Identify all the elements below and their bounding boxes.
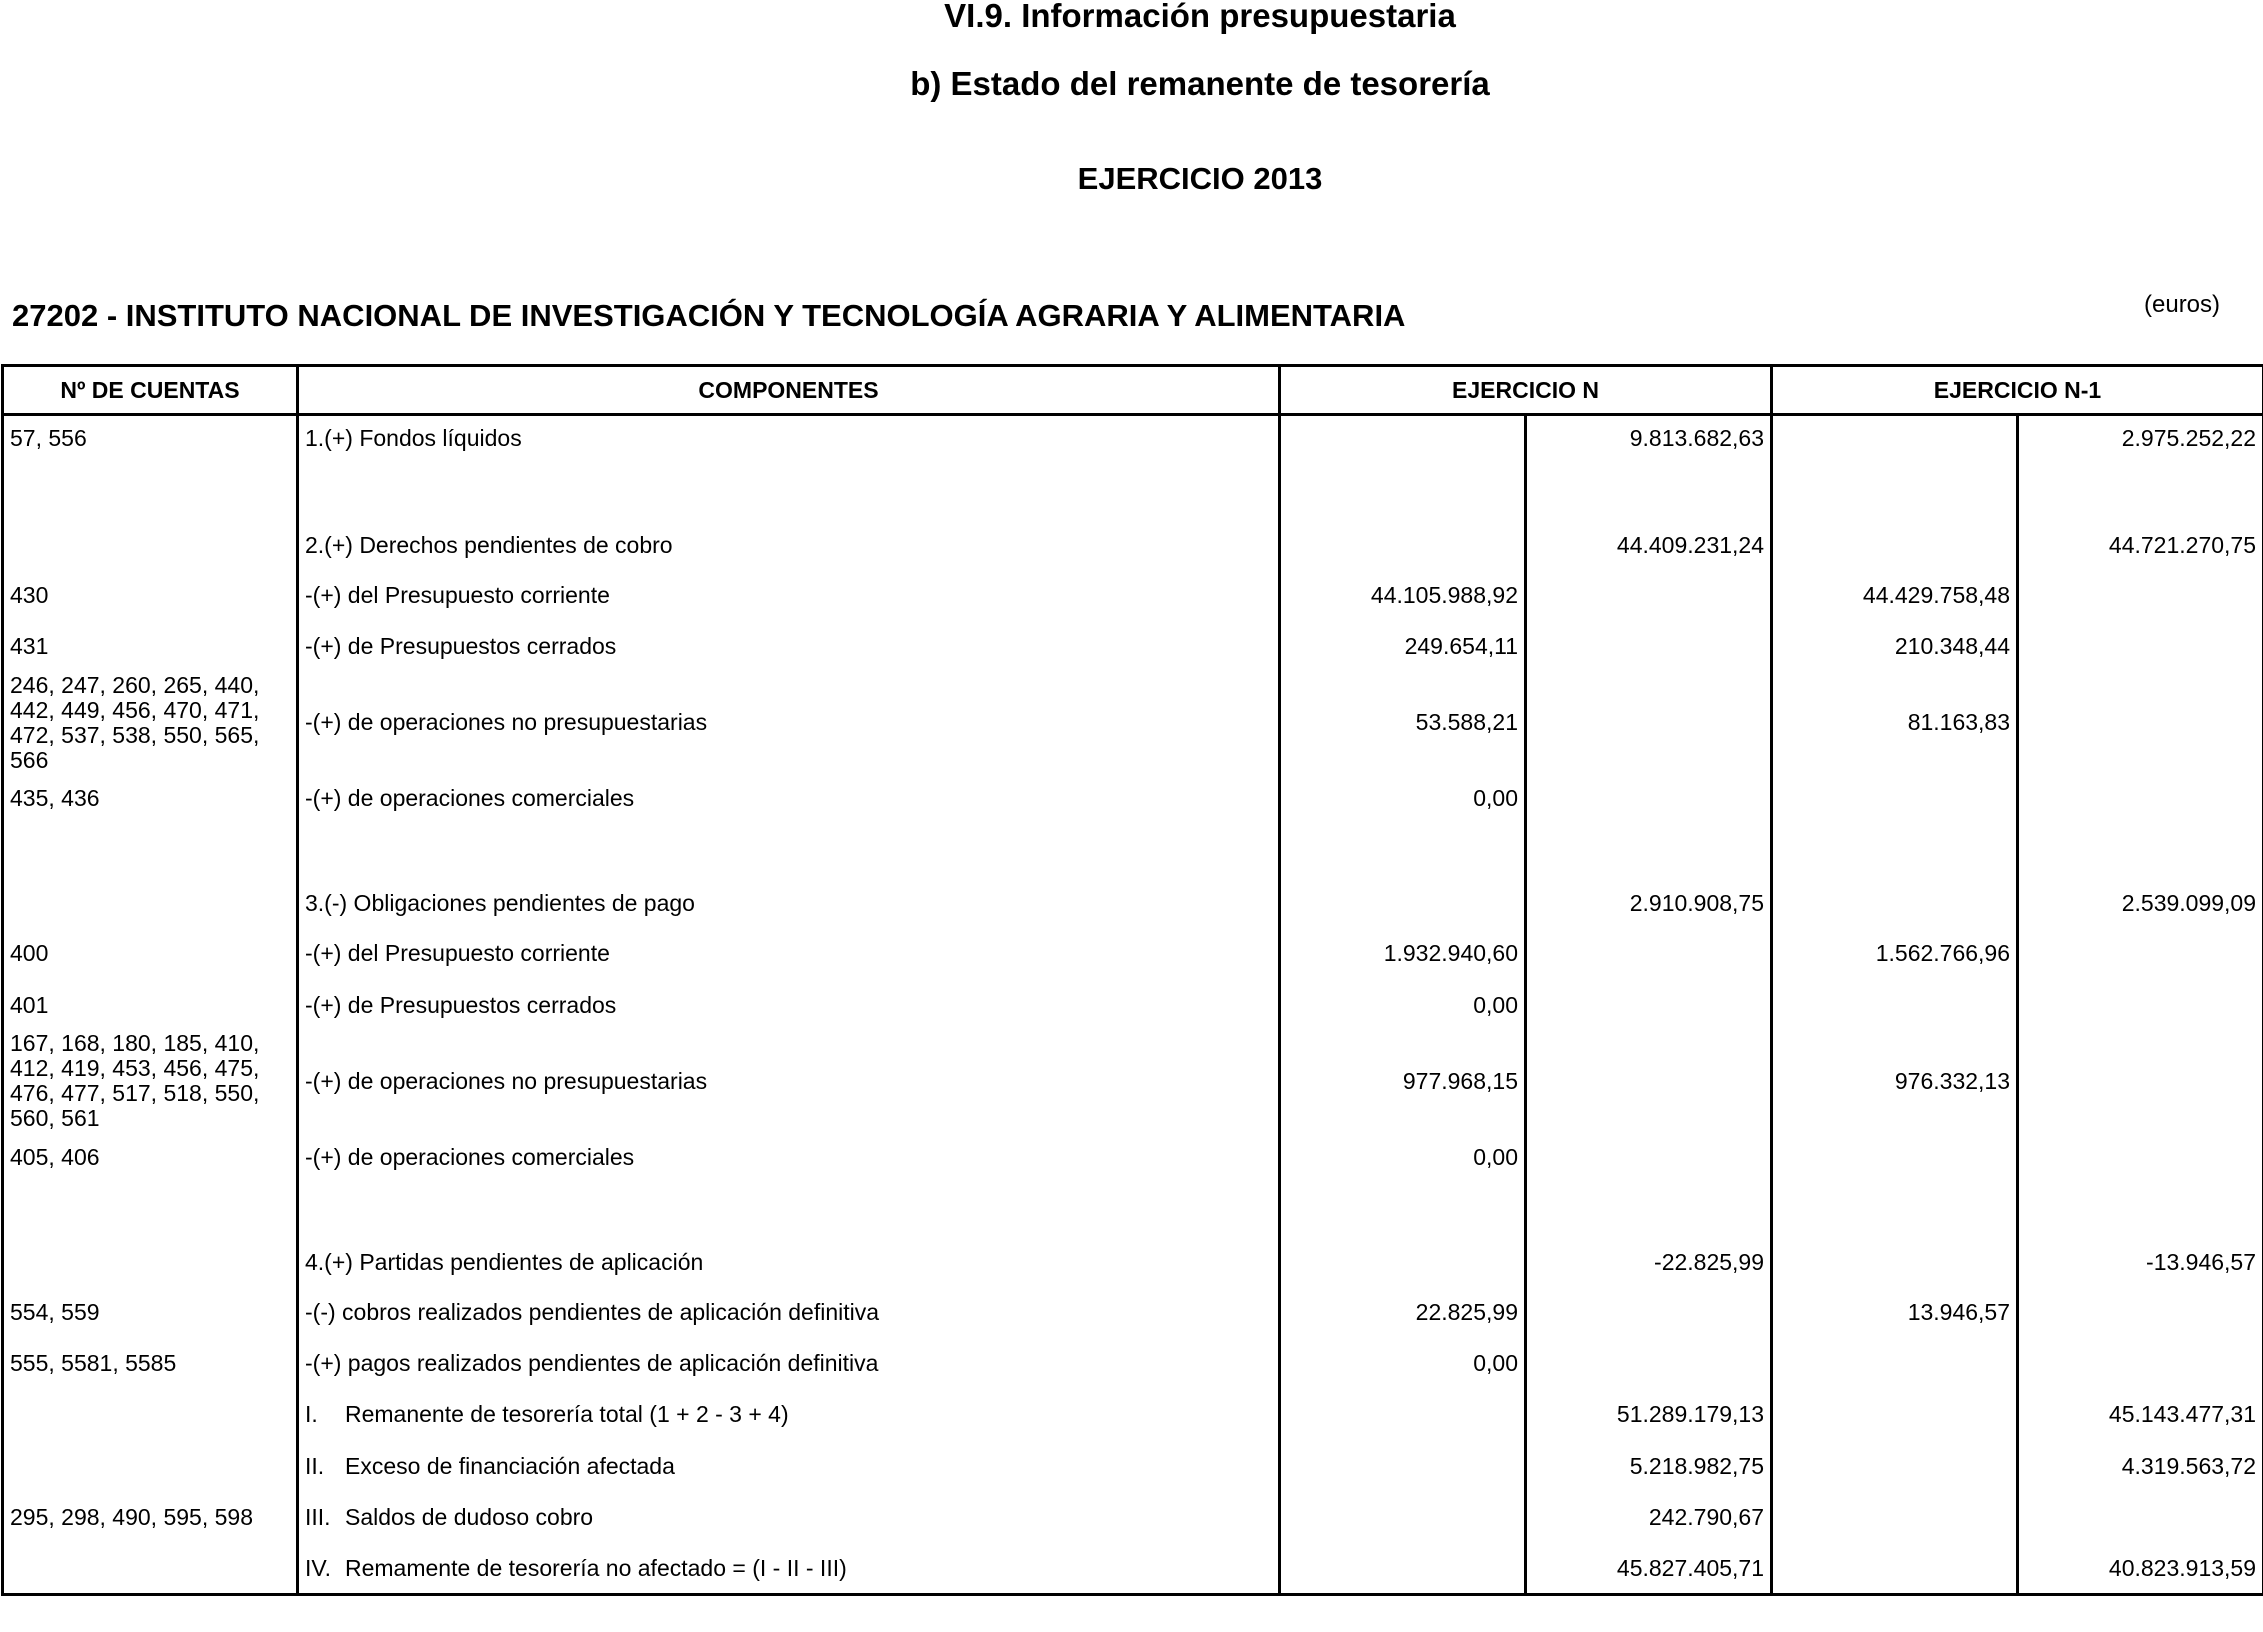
component-label-cell: -(+) pagos realizados pendientes de aplicación definitiva bbox=[298, 1338, 1280, 1389]
year-n1-partial-cell bbox=[1772, 825, 2018, 928]
account-codes-cell: 405, 406 bbox=[3, 1132, 298, 1183]
account-codes-cell: 57, 556 bbox=[3, 415, 298, 466]
year-n-total-cell: 9.813.682,63 bbox=[1526, 415, 1772, 466]
component-label-cell bbox=[298, 1389, 1280, 1441]
component-label-cell: -(+) de operaciones no presupuestarias bbox=[298, 1031, 1280, 1132]
year-n1-partial-cell bbox=[1772, 415, 2018, 466]
account-codes-cell bbox=[3, 1183, 298, 1287]
year-n-total-cell: 44.409.231,24 bbox=[1526, 466, 1772, 570]
year-n-partial-cell bbox=[1280, 825, 1526, 928]
account-codes-cell: 435, 436 bbox=[3, 773, 298, 825]
year-n1-partial-cell bbox=[1772, 1544, 2018, 1595]
year-n-total-cell bbox=[1526, 1132, 1772, 1183]
year-n-total-cell: 5.218.982,75 bbox=[1526, 1441, 1772, 1492]
year-n1-partial-cell: 1.562.766,96 bbox=[1772, 928, 2018, 980]
component-label: Remanente de tesorería total (1 + 2 - 3 + 4) bbox=[345, 1401, 789, 1427]
entity-name: 27202 - INSTITUTO NACIONAL DE INVESTIGACIÓN Y TECNOLOGÍA AGRARIA Y ALIMENTARIA bbox=[12, 298, 1406, 333]
column-header-year-n1: EJERCICIO N-1 bbox=[1772, 366, 2263, 415]
roman-numeral: IV. bbox=[305, 1554, 332, 1581]
year-n-total-cell bbox=[1526, 1031, 1772, 1132]
table-row bbox=[3, 825, 2263, 928]
account-codes-cell: 431 bbox=[3, 621, 298, 673]
account-codes-cell: 246, 247, 260, 265, 440, 442, 449, 456, 470, 471, 472, 537, 538, 550, 565, 566 bbox=[3, 673, 298, 773]
table-row bbox=[3, 1287, 2263, 1338]
table-row bbox=[3, 928, 2263, 980]
account-codes-cell: 430 bbox=[3, 570, 298, 621]
year-n1-total-cell bbox=[2018, 1132, 2263, 1183]
table-row bbox=[3, 570, 2263, 621]
year-n1-partial-cell: 976.332,13 bbox=[1772, 1031, 2018, 1132]
year-n1-partial-cell bbox=[1772, 1338, 2018, 1389]
year-n-total-cell bbox=[1526, 673, 1772, 773]
year-n1-partial-cell: 44.429.758,48 bbox=[1772, 570, 2018, 621]
year-n1-total-cell bbox=[2018, 621, 2263, 673]
page-title: VI.9. Información presupuestaria bbox=[944, 0, 1456, 34]
year-n1-total-cell: 2.975.252,22 bbox=[2018, 415, 2263, 466]
year-n1-partial-cell bbox=[1772, 980, 2018, 1031]
component-label-cell bbox=[298, 1492, 1280, 1544]
component-label-cell: -(+) del Presupuesto corriente bbox=[298, 570, 1280, 621]
table-row bbox=[3, 773, 2263, 825]
account-codes-cell: 401 bbox=[3, 980, 298, 1031]
table-row bbox=[3, 980, 2263, 1031]
year-n-partial-cell bbox=[1280, 1544, 1526, 1595]
year-n1-total-cell bbox=[2018, 773, 2263, 825]
year-n-partial-cell bbox=[1280, 1441, 1526, 1492]
table-row bbox=[3, 415, 2263, 466]
table-row bbox=[3, 1544, 2263, 1595]
year-n-partial-cell: 0,00 bbox=[1280, 1132, 1526, 1183]
year-n-partial-cell bbox=[1280, 1183, 1526, 1287]
component-label-cell: 4.(+) Partidas pendientes de aplicación bbox=[298, 1183, 1280, 1287]
year-n1-partial-cell bbox=[1772, 1492, 2018, 1544]
year-n-total-cell: 51.289.179,13 bbox=[1526, 1389, 1772, 1441]
year-n1-partial-cell bbox=[1772, 1183, 2018, 1287]
year-n-partial-cell: 977.968,15 bbox=[1280, 1031, 1526, 1132]
component-label: Remamente de tesorería no afectado = (I - II - III) bbox=[345, 1554, 847, 1581]
year-n1-total-cell bbox=[2018, 1031, 2263, 1132]
units-label: (euros) bbox=[2144, 291, 2221, 318]
component-label-cell: -(+) de operaciones comerciales bbox=[298, 773, 1280, 825]
year-n1-partial-cell: 81.163,83 bbox=[1772, 673, 2018, 773]
year-n1-total-cell bbox=[2018, 570, 2263, 621]
year-n1-total-cell bbox=[2018, 1287, 2263, 1338]
year-n-partial-cell: 0,00 bbox=[1280, 773, 1526, 825]
account-codes-cell bbox=[3, 825, 298, 928]
roman-numeral: III. bbox=[305, 1504, 331, 1530]
year-n-partial-cell: 249.654,11 bbox=[1280, 621, 1526, 673]
component-label-cell: -(+) de Presupuestos cerrados bbox=[298, 621, 1280, 673]
component-label-cell: -(-) cobros realizados pendientes de aplicación definitiva bbox=[298, 1287, 1280, 1338]
account-codes-cell bbox=[3, 1441, 298, 1492]
year-n-partial-cell: 1.932.940,60 bbox=[1280, 928, 1526, 980]
year-n1-total-cell bbox=[2018, 928, 2263, 980]
column-header-year-n: EJERCICIO N bbox=[1280, 366, 1772, 415]
year-n1-total-cell bbox=[2018, 1338, 2263, 1389]
year-n1-partial-cell bbox=[1772, 1441, 2018, 1492]
table-row bbox=[3, 1389, 2263, 1441]
table-row bbox=[3, 1031, 2263, 1132]
column-header-accounts: Nº DE CUENTAS bbox=[3, 366, 298, 415]
component-label-cell bbox=[298, 1544, 1280, 1595]
year-n1-total-cell: 45.143.477,31 bbox=[2018, 1389, 2263, 1441]
year-n1-total-cell bbox=[2018, 1492, 2263, 1544]
year-n-partial-cell: 44.105.988,92 bbox=[1280, 570, 1526, 621]
year-n-total-cell bbox=[1526, 1287, 1772, 1338]
table-row bbox=[3, 466, 2263, 570]
year-n-total-cell: -22.825,99 bbox=[1526, 1183, 1772, 1287]
table-row bbox=[3, 1492, 2263, 1544]
year-n-total-cell: 2.910.908,75 bbox=[1526, 825, 1772, 928]
year-n-total-cell: 242.790,67 bbox=[1526, 1492, 1772, 1544]
component-label-cell: 1.(+) Fondos líquidos bbox=[298, 415, 1280, 466]
year-n1-total-cell bbox=[2018, 673, 2263, 773]
year-n-partial-cell bbox=[1280, 466, 1526, 570]
account-codes-cell bbox=[3, 1389, 298, 1441]
year-n-total-cell bbox=[1526, 621, 1772, 673]
component-label: Saldos de dudoso cobro bbox=[345, 1504, 594, 1530]
account-codes-cell: 295, 298, 490, 595, 598 bbox=[3, 1492, 298, 1544]
year-n1-partial-cell bbox=[1772, 1132, 2018, 1183]
account-codes-cell: 167, 168, 180, 185, 410, 412, 419, 453, 456, 475, 476, 477, 517, 518, 550, 560, 561 bbox=[3, 1031, 298, 1132]
table-row bbox=[3, 621, 2263, 673]
roman-numeral: II. bbox=[305, 1452, 325, 1479]
year-n1-total-cell: 44.721.270,75 bbox=[2018, 466, 2263, 570]
year-n1-partial-cell bbox=[1772, 773, 2018, 825]
year-n-partial-cell bbox=[1280, 1389, 1526, 1441]
year-n-total-cell bbox=[1526, 928, 1772, 980]
table-row bbox=[3, 1338, 2263, 1389]
year-n1-partial-cell bbox=[1772, 1389, 2018, 1441]
fiscal-year: EJERCICIO 2013 bbox=[1077, 161, 1323, 196]
roman-numeral: I. bbox=[305, 1401, 318, 1427]
component-label-cell: -(+) del Presupuesto corriente bbox=[298, 928, 1280, 980]
component-label: Exceso de financiación afectada bbox=[345, 1452, 675, 1479]
page-subtitle: b) Estado del remanente de tesorería bbox=[910, 65, 1490, 102]
year-n1-total-cell: 40.823.913,59 bbox=[2018, 1544, 2263, 1595]
account-codes-cell bbox=[3, 466, 298, 570]
year-n-partial-cell: 22.825,99 bbox=[1280, 1287, 1526, 1338]
year-n-partial-cell: 53.588,21 bbox=[1280, 673, 1526, 773]
table-header-row bbox=[3, 366, 2263, 415]
year-n1-total-cell: 2.539.099,09 bbox=[2018, 825, 2263, 928]
component-label-cell: 3.(-) Obligaciones pendientes de pago bbox=[298, 825, 1280, 928]
year-n1-partial-cell: 210.348,44 bbox=[1772, 621, 2018, 673]
component-label-cell: -(+) de operaciones comerciales bbox=[298, 1132, 1280, 1183]
year-n-total-cell bbox=[1526, 980, 1772, 1031]
component-label-cell: -(+) de operaciones no presupuestarias bbox=[298, 673, 1280, 773]
year-n-partial-cell: 0,00 bbox=[1280, 980, 1526, 1031]
year-n-total-cell bbox=[1526, 1338, 1772, 1389]
year-n-total-cell: 45.827.405,71 bbox=[1526, 1544, 1772, 1595]
year-n1-total-cell: -13.946,57 bbox=[2018, 1183, 2263, 1287]
table-row bbox=[3, 1132, 2263, 1183]
treasury-remainder-table bbox=[1, 364, 2263, 1596]
year-n-partial-cell: 0,00 bbox=[1280, 1338, 1526, 1389]
year-n-total-cell bbox=[1526, 773, 1772, 825]
table-row bbox=[3, 1183, 2263, 1287]
year-n1-total-cell bbox=[2018, 980, 2263, 1031]
table-row bbox=[3, 1441, 2263, 1492]
year-n1-partial-cell: 13.946,57 bbox=[1772, 1287, 2018, 1338]
column-header-components: COMPONENTES bbox=[298, 366, 1280, 415]
year-n1-total-cell: 4.319.563,72 bbox=[2018, 1441, 2263, 1492]
year-n1-partial-cell bbox=[1772, 466, 2018, 570]
year-n-total-cell bbox=[1526, 570, 1772, 621]
account-codes-cell bbox=[3, 1544, 298, 1595]
component-label-cell: 2.(+) Derechos pendientes de cobro bbox=[298, 466, 1280, 570]
account-codes-cell: 555, 5581, 5585 bbox=[3, 1338, 298, 1389]
year-n-partial-cell bbox=[1280, 415, 1526, 466]
year-n-partial-cell bbox=[1280, 1492, 1526, 1544]
component-label-cell: -(+) de Presupuestos cerrados bbox=[298, 980, 1280, 1031]
table-row bbox=[3, 673, 2263, 773]
account-codes-cell: 400 bbox=[3, 928, 298, 980]
component-label-cell bbox=[298, 1441, 1280, 1492]
account-codes-cell: 554, 559 bbox=[3, 1287, 298, 1338]
